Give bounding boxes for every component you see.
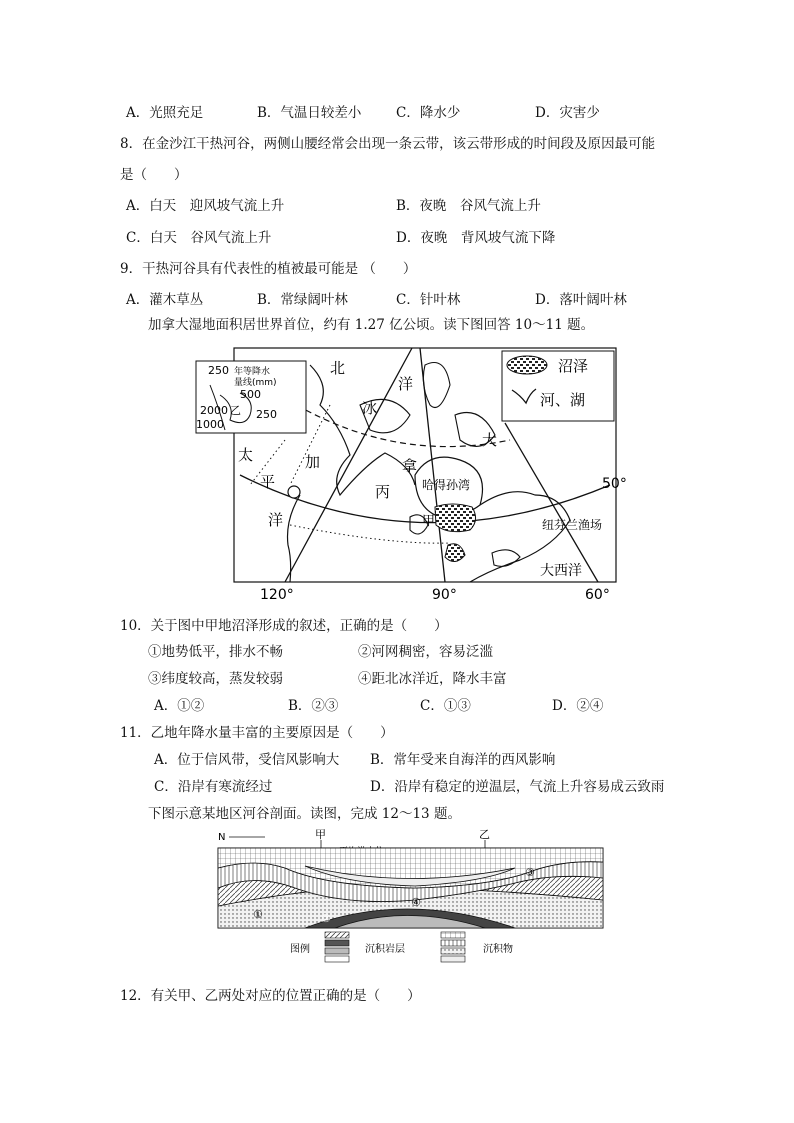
q8-option-c: C．白天 谷风气流上升 [126,230,272,246]
profile-num-2: ② [321,912,331,925]
q10-option-d: D．②④ [552,698,604,714]
inset-yi: 乙 [230,404,241,417]
q10-item-1: ①地势低平，排水不畅 [148,644,283,660]
intro-12-13: 下图示意某地区河谷剖面。读图，完成 12～13 题。 [148,806,461,822]
label-lat-50: 50° [602,476,627,492]
profile-sediment: 沉积物 [483,944,513,955]
river-valley-profile [215,828,610,963]
label-lon-60: 60° [585,587,610,603]
profile-rock: 沉积岩层 [365,944,405,955]
label-ping: 平 [260,473,276,491]
inset-val-250a: 250 [208,364,229,377]
label-bing2: 丙 [375,483,391,501]
label-lon-120: 120° [260,587,294,603]
q12-stem: 12．有关甲、乙两处对应的位置正确的是（ ） [120,988,421,1004]
label-hudson: 哈得孙湾 [422,478,471,492]
q7-option-d: D．灾害少 [535,105,600,121]
q11-option-a: A．位于信风带，受信风影响大 [154,752,340,768]
profile-north: N [218,832,226,843]
q8-stem-line2: 是（ ） [120,167,188,183]
profile-num-4: ④ [411,896,421,909]
label-fishery: 纽芬兰渔场 [542,518,603,532]
label-lon-90: 90° [432,587,457,603]
q7-option-a: A．光照充足 [126,105,204,121]
q10-option-b: B．②③ [288,698,339,714]
label-da: 大 [482,431,498,449]
label-yang1: 洋 [398,375,414,393]
q9-stem: 9．干热河谷具有代表性的植被最可能是 （ ） [120,261,417,277]
label-tai: 太 [238,446,254,464]
q9-option-a: A．灌木草丛 [126,292,204,308]
q10-item-4: ④距北冰洋近，降水丰富 [358,671,507,687]
q9-option-c: C．针叶林 [396,292,461,308]
q11-option-c: C．沿岸有寒流经过 [154,779,273,795]
label-bing: 冰 [362,399,378,417]
q8-option-a: A．白天 迎风坡气流上升 [126,198,285,214]
q11-option-d: D．沿岸有稳定的逆温层，气流上升容易成云致雨 [370,779,665,795]
q9-option-b: B．常绿阔叶林 [257,292,348,308]
q11-option-b: B．常年受来自海洋的西风影响 [370,752,556,768]
q7-option-b: B．气温日较差小 [257,105,362,121]
label-na: 拿 [402,457,418,475]
inset-val-2000: 2000 [200,404,228,417]
intro-10-11: 加拿大湿地面积居世界首位，约有 1.27 亿公顷。读下图回答 10～11 题。 [148,317,595,333]
q8-stem-line1: 8．在金沙江干热河谷，两侧山腰经常会出现一条云带，该云带形成的时间段及原因最可能 [120,136,656,152]
inset-title-1: 年等降水 [234,367,271,377]
legend-swamp: 沼泽 [558,357,589,375]
profile-num-1: ① [253,908,263,921]
legend-river: 河、湖 [540,391,586,409]
q8-option-b: B．夜晚 谷风气流上升 [396,198,541,214]
q8-option-d: D．夜晚 背风坡气流下降 [396,230,556,246]
profile-num-3: ③ [525,866,535,879]
inset-title-2: 量线(mm) [234,378,277,388]
q10-item-2: ②河网稠密，容易泛滥 [358,644,493,660]
inset-val-500: 500 [240,388,261,401]
canada-wetland-map [190,345,630,605]
profile-jia: 甲 [315,828,326,841]
label-jia: 加 [305,453,321,471]
label-yang2: 洋 [268,511,284,529]
q9-option-d: D．落叶阔叶林 [535,292,627,308]
label-atlantic: 大西洋 [540,563,582,579]
profile-yi: 乙 [479,828,490,841]
q10-item-3: ③纬度较高，蒸发较弱 [148,671,283,687]
inset-val-1000: 1000 [196,418,224,431]
profile-legend: 图例 [290,944,310,955]
q10-stem: 10．关于图中甲地沼泽形成的叙述，正确的是（ ） [120,618,448,634]
label-north: 北 [330,359,346,377]
q11-stem: 11．乙地年降水量丰富的主要原因是（ ） [120,725,394,741]
q10-option-a: A．①② [154,698,205,714]
q7-option-c: C．降水少 [396,105,461,121]
label-jia-mark: 甲 [422,514,436,529]
inset-val-250b: 250 [256,408,277,421]
q10-option-c: C．①③ [420,698,471,714]
